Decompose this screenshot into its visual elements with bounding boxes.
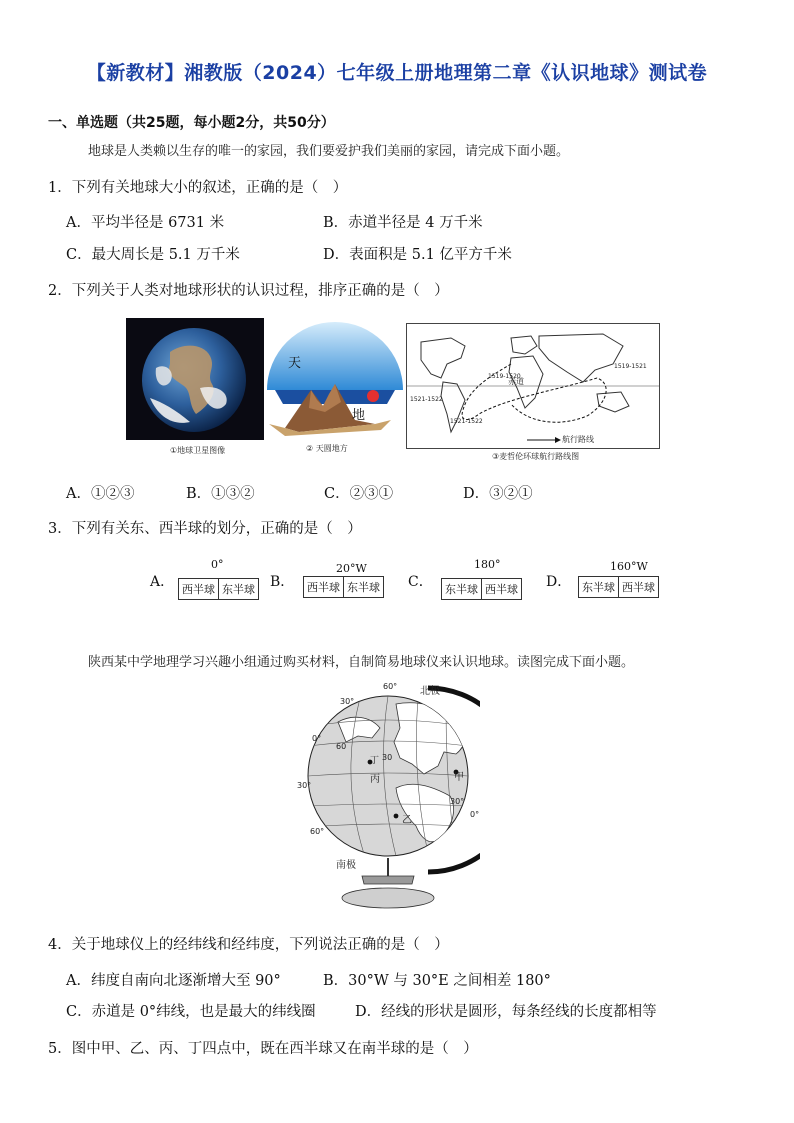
globe-label-30-top: 30° [340, 697, 355, 706]
globe-north-pole: 北极 [420, 686, 440, 697]
q1-option-d: D．表面积是 5.1 亿平方千米 [323, 247, 512, 263]
q3-b-left-hemisphere: 西半球 [307, 581, 340, 594]
q3-option-c-letter: C． [408, 574, 433, 590]
q2-option-b: B．①③② [186, 486, 255, 502]
q4-option-b: B．30°W 与 30°E 之间相差 180° [323, 973, 551, 989]
q3-option-d-diagram [578, 576, 659, 598]
question-2-stem: 2．下列关于人类对地球形状的认识过程，排序正确的是（ ） [48, 283, 449, 299]
q4-option-c: C．赤道是 0°纬线，也是最大的纬线圈 [66, 1004, 316, 1020]
q1-option-a: A．平均半径是 6731 米 [66, 215, 225, 231]
question-5-stem: 5．图中甲、乙、丙、丁四点中，既在西半球又在南半球的是（ ） [48, 1041, 478, 1057]
map-equator-label: 赤道 [508, 377, 524, 386]
question-3-stem: 3．下列有关东、西半球的划分，正确的是（ ） [48, 521, 362, 537]
q3-option-a-letter: A． [150, 574, 175, 590]
q4-option-d: D．经线的形状是圆形，每条经线的长度都相等 [355, 1004, 657, 1020]
magellan-route-map [406, 323, 660, 449]
map-year-2: 1521-1522 [410, 396, 443, 403]
q3-option-b-letter: B． [270, 574, 295, 590]
q3-option-a-meridian: 0° [211, 558, 224, 571]
map-year-3: 1521-1522 [450, 418, 483, 425]
q3-option-c-meridian: 180° [474, 558, 501, 571]
q3-d-left-hemisphere: 东半球 [582, 581, 615, 594]
intro-text-1: 地球是人类赖以生存的唯一的家园，我们要爱护我们美丽的家园，请完成下面小题。 [88, 144, 570, 159]
q3-option-a-diagram [178, 578, 259, 600]
globe-label-0: 0° [312, 734, 322, 743]
globe-meridian-30: 30 [382, 753, 393, 762]
q4-option-a: A．纬度自南向北逐渐增大至 90° [66, 973, 281, 989]
section-heading: 一、单选题（共25题，每小题2分，共50分） [48, 115, 335, 131]
intro-text-2: 陕西某中学地理学习兴趣小组通过购买材料，自制简易地球仪来认识地球。读图完成下面小题。 [88, 655, 635, 670]
q3-a-right-hemisphere: 东半球 [218, 579, 258, 599]
globe-point-jia: 甲 [454, 772, 464, 783]
sky-earth-image [265, 320, 405, 438]
question-1-stem: 1．下列有关地球大小的叙述，正确的是（ ） [48, 180, 348, 196]
globe-meridian-30b: 30° [450, 797, 465, 806]
globe-point-ding: 丁 [370, 756, 380, 766]
globe-point-bing: 丙 [370, 774, 380, 785]
question-4-stem: 4．关于地球仪上的经纬线和经纬度，下列说法正确的是（ ） [48, 937, 449, 953]
globe-south-pole: 南极 [336, 860, 356, 871]
map-year-4: 1519-1521 [614, 363, 647, 370]
globe-meridian-60: 60 [336, 742, 347, 751]
globe-label-60-top: 60° [383, 682, 398, 691]
globe-diagram [300, 676, 480, 916]
q1-option-b: B．赤道半径是 4 万千米 [323, 215, 483, 231]
q3-option-d-meridian: 160°W [610, 560, 648, 573]
globe-meridian-0: 0° [470, 810, 480, 819]
sky-label: 天 [288, 356, 302, 371]
q2-option-d: D．③②① [463, 486, 533, 502]
q3-a-left-hemisphere: 西半球 [182, 583, 215, 596]
q2-option-a: A．①②③ [66, 486, 135, 502]
q3-option-b-diagram [303, 576, 384, 598]
map-year-1: 1519-1520 [488, 373, 521, 380]
q3-option-c-diagram [441, 578, 522, 600]
caption-1: ①地球卫星图像 [170, 446, 226, 455]
q3-option-d-letter: D． [546, 574, 572, 590]
globe-point-yi: 乙 [402, 815, 412, 826]
q3-c-right-hemisphere: 西半球 [481, 579, 521, 599]
q3-b-right-hemisphere: 东半球 [343, 577, 383, 597]
globe-label-30-bottom: 30° [297, 781, 312, 790]
q3-c-left-hemisphere: 东半球 [445, 583, 478, 596]
caption-3: ③麦哲伦环球航行路线图 [492, 452, 580, 461]
map-legend-label: 航行路线 [562, 435, 594, 444]
caption-2: ② 天圆地方 [306, 444, 348, 453]
satellite-earth-image [126, 318, 264, 440]
q3-option-b-meridian: 20°W [336, 562, 367, 575]
document-title: 【新教材】湘教版（2024）七年级上册地理第二章《认识地球》测试卷 [86, 62, 708, 84]
globe-label-60-bottom: 60° [310, 827, 325, 836]
q1-option-c: C．最大周长是 5.1 万千米 [66, 247, 240, 263]
ground-label: 地 [352, 408, 366, 423]
q2-option-c: C．②③① [324, 486, 394, 502]
q3-d-right-hemisphere: 西半球 [618, 577, 658, 597]
